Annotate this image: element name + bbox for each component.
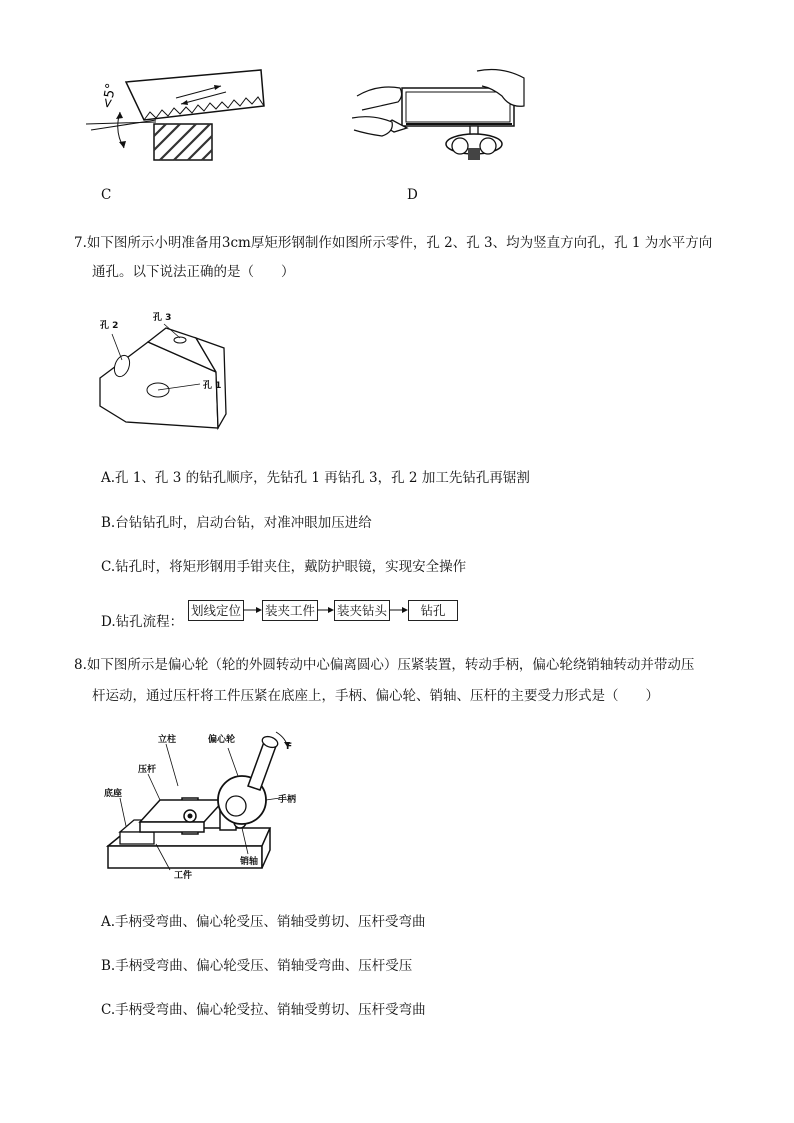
column-label: 立柱 bbox=[158, 735, 177, 745]
hole1-label: 孔 1 bbox=[203, 381, 222, 391]
angle-label: <5° bbox=[100, 82, 120, 110]
q8-option-c: C.手柄受弯曲、偏心轮受拉、销轴受剪切、压杆受弯曲 bbox=[101, 1002, 426, 1018]
q7-figure bbox=[98, 310, 258, 435]
flow-step-3: 装夹钻头 bbox=[334, 600, 390, 621]
hole3-label: 孔 3 bbox=[153, 313, 172, 323]
q7-stem-line2: 通孔。以下说法正确的是（ ） bbox=[92, 264, 295, 280]
q7-option-c: C.钻孔时，将矩形钢用手钳夹住，戴防护眼镜，实现安全操作 bbox=[101, 559, 467, 575]
flow-step-2: 装夹工件 bbox=[262, 600, 318, 621]
flow-arrows bbox=[242, 602, 412, 618]
figure-d-hacksaw bbox=[352, 66, 530, 164]
figure-d-label: D bbox=[407, 187, 418, 203]
q8-stem-line2: 杆运动，通过压杆将工件压紧在底座上，手柄、偏心轮、销轴、压杆的主要受力形式是（ ） bbox=[92, 688, 659, 704]
q7-option-b: B.台钻钻孔时，启动台钻，对准冲眼加压进给 bbox=[101, 515, 372, 531]
workpiece-label: 工件 bbox=[174, 871, 193, 881]
figure-c-label: C bbox=[101, 187, 112, 203]
flow-step-4: 钻孔 bbox=[408, 600, 458, 621]
lever-label: 压杆 bbox=[138, 765, 157, 775]
q8-figure bbox=[100, 728, 305, 883]
hole2-label: 孔 2 bbox=[100, 321, 119, 331]
handle-label: 手柄 bbox=[278, 795, 297, 805]
q7-stem-line1: 7.如下图所示小明准备用3cm厚矩形钢制作如图所示零件，孔 2、孔 3、均为竖直方向孔，孔 1 为水平方向 bbox=[74, 235, 713, 251]
force-label: F bbox=[286, 742, 293, 752]
base-label: 底座 bbox=[104, 789, 123, 799]
eccentric-label: 偏心轮 bbox=[208, 735, 236, 745]
q7-option-a: A.孔 1、孔 3 的钻孔顺序，先钻孔 1 再钻孔 3，孔 2 加工先钻孔再锯割 bbox=[101, 470, 530, 486]
figure-c-saw bbox=[86, 62, 271, 167]
q8-option-a: A.手柄受弯曲、偏心轮受压、销轴受剪切、压杆受弯曲 bbox=[101, 914, 426, 930]
q7-option-d: D.钻孔流程： bbox=[101, 614, 184, 630]
q8-stem-line1: 8.如下图所示是偏心轮（轮的外圆转动中心偏离圆心）压紧装置，转动手柄，偏心轮绕销轴转动并带动压 bbox=[74, 657, 695, 673]
pin-label: 销轴 bbox=[240, 857, 259, 867]
flow-step-1: 划线定位 bbox=[188, 600, 244, 621]
q8-option-b: B.手柄受弯曲、偏心轮受压、销轴受弯曲、压杆受压 bbox=[101, 958, 413, 974]
